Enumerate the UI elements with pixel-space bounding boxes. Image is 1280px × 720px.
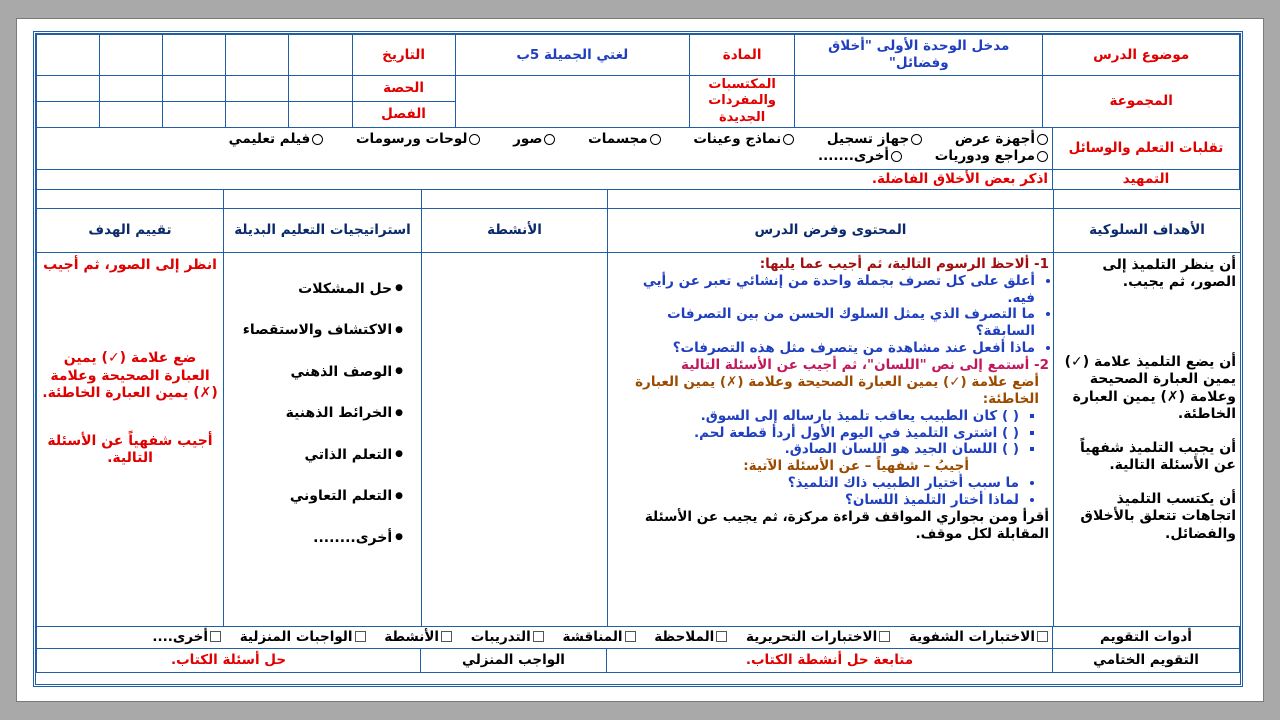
subject-value: لغتي الجميلة 5ب — [455, 35, 690, 76]
resource-option[interactable]: لوحات ورسومات — [356, 131, 481, 148]
class-cell-1 — [289, 101, 352, 127]
final-evaluation-text: متابعة حل أنشطة الكتاب. — [607, 648, 1053, 672]
checkbox-icon — [533, 631, 544, 642]
activities-cell — [422, 252, 608, 626]
assessment-option[interactable]: التدريبات — [471, 629, 544, 646]
question-2-list — [612, 408, 1049, 459]
strategy-item: ● الوصف الذهني — [228, 364, 403, 382]
resource-option[interactable]: مراجع ودوريات — [935, 148, 1048, 165]
resource-option[interactable]: أجهزة عرض — [955, 131, 1048, 148]
date-cell-3 — [163, 35, 226, 76]
strategy-item: ● حل المشكلات — [228, 281, 403, 299]
date-cell-5 — [37, 35, 100, 76]
date-cell-1 — [289, 35, 352, 76]
evaluation-item: أجيب شفهياً عن الأسئلة التالية. — [47, 432, 213, 467]
radio-circle-icon — [783, 134, 794, 145]
homework-label: الواجب المنزلي — [421, 648, 607, 672]
new-vocab-label: المكتسبات والمفردات الجديدة — [690, 76, 795, 128]
goal-item: أن ينظر التلميذ إلى الصور، ثم يجيب. — [1102, 256, 1236, 291]
assessment-option[interactable]: الملاحظة — [654, 629, 727, 646]
column-evaluation-header: تقييم الهدف — [37, 208, 224, 252]
page-frame — [16, 18, 1264, 702]
evaluation-item: انظر إلى الصور، ثم أجيب — [43, 256, 217, 273]
assessment-option[interactable]: الواجبات المنزلية — [240, 629, 366, 646]
resources-label: تقلبات التعلم والوسائل — [1053, 127, 1240, 169]
checkbox-icon — [355, 631, 366, 642]
assessment-option[interactable]: الاختبارات الشفوية — [909, 629, 1048, 646]
resource-option[interactable]: صور — [513, 131, 555, 148]
strategy-item: ● التعلم التعاوني — [228, 488, 403, 506]
resources-options — [37, 127, 1053, 169]
period-cell-2 — [226, 76, 289, 102]
assessment-option[interactable]: المناقشة — [562, 629, 635, 646]
resources-table — [36, 127, 1240, 190]
column-goals-header: الأهداف السلوكية — [1054, 208, 1241, 252]
lesson-topic-value: مدخل الوحدة الأولى "أخلاق وفضائل" — [795, 35, 1043, 76]
intro-text: اذكر بعض الأخلاق الفاضلة. — [37, 169, 1053, 189]
period-cell-3 — [163, 76, 226, 102]
final-evaluation-label: التقويم الختامي — [1053, 648, 1240, 672]
class-cell-3 — [163, 101, 226, 127]
evaluation-cell — [37, 252, 224, 626]
column-activities-header: الأنشطة — [422, 208, 608, 252]
spacer-cell — [1054, 189, 1241, 208]
radio-circle-icon — [1037, 134, 1048, 145]
group-label: المجموعة — [1043, 76, 1240, 128]
question-2: 2- أستمع إلى نص "اللسان"، ثم أجيب عن الأسئلة التالية — [681, 357, 1049, 373]
list-item: • ماذا أفعل عند مشاهدة من يتصرف مثل هذه التصرفات؟ — [612, 340, 1035, 357]
strategy-item: ● الخرائط الذهنية — [228, 405, 403, 423]
assessment-option[interactable]: أخرى.... — [152, 629, 221, 646]
radio-circle-icon — [650, 134, 661, 145]
question-3: أجيبُ – شفهياً – عن الأسئلة الآتية: — [743, 458, 969, 475]
column-strategies-header: استراتيجيات التعليم البديلة — [224, 208, 422, 252]
group-cells — [795, 76, 1043, 128]
lesson-plan-sheet — [33, 31, 1243, 687]
strategy-item: ● الاكتشاف والاستقصاء — [228, 322, 403, 340]
lesson-topic-label: موضوع الدرس — [1043, 35, 1240, 76]
assessment-tools-options — [37, 626, 1053, 648]
homework-text: حل أسئلة الكتاب. — [37, 648, 421, 672]
resource-option[interactable]: فيلم تعليمي — [229, 131, 324, 148]
list-item: ▪ ( ) كان الطبيب يعاقب تلميذ بارساله إلى السوق. — [612, 408, 1019, 425]
period-cell-5 — [37, 76, 100, 102]
question-1-list — [612, 273, 1049, 357]
period-cell-1 — [289, 76, 352, 102]
date-label: التاريخ — [352, 35, 455, 76]
question-3-list — [612, 475, 1049, 509]
radio-circle-icon — [469, 134, 480, 145]
question-1: 1- ألاحظ الرسوم التالية، ثم أجيب عما يليها: — [759, 255, 1049, 272]
class-cell-5 — [37, 101, 100, 127]
radio-circle-icon — [1037, 151, 1048, 162]
list-item: ▪ ( ) اللسان الجيد هو اللسان الصادق. — [612, 441, 1019, 458]
resource-option[interactable]: مجسمات — [588, 131, 661, 148]
checkbox-icon — [879, 631, 890, 642]
strategy-item: ● أخرى........ — [228, 530, 403, 548]
radio-circle-icon — [911, 134, 922, 145]
radio-circle-icon — [891, 151, 902, 162]
content-cell — [608, 252, 1054, 626]
spacer-cell — [422, 189, 608, 208]
checkbox-icon — [210, 631, 221, 642]
radio-circle-icon — [544, 134, 555, 145]
column-content-header: المحتوى وفرض الدرس — [608, 208, 1054, 252]
checkbox-icon — [716, 631, 727, 642]
resource-option[interactable]: نماذج وعينات — [693, 131, 794, 148]
closing-text: أقرأ ومن بجواري المواقف قراءة مركزة، ثم يجيب عن الأسئلة المقابلة لكل موقف. — [644, 508, 1049, 542]
class-cell-4 — [100, 101, 163, 127]
class-cell-2 — [226, 101, 289, 127]
goals-cell — [1054, 252, 1241, 626]
assessment-option[interactable]: الاختبارات التحريرية — [746, 629, 890, 646]
checkbox-icon — [625, 631, 636, 642]
spacer-cell — [37, 189, 224, 208]
resource-option[interactable]: جهاز تسجيل — [827, 131, 922, 148]
assessment-option[interactable]: الأنشطة — [384, 629, 452, 646]
checkbox-icon — [1037, 631, 1048, 642]
question-2-instruction: أضع علامة (✓) يمين العبارة الصحيحة وعلامة (✗) يمين العبارة الخاطئة: — [635, 373, 1039, 407]
date-cell-4 — [100, 35, 163, 76]
list-item: ▪ ( ) اشترى التلميذ في اليوم الأول أردأ قطعة لحم. — [612, 425, 1019, 442]
goal-item: أن يكتسب التلميذ اتجاهات تتعلق بالأخلاق والفضائل. — [1080, 490, 1236, 542]
goal-item: أن يجيب التلميذ شفهياً عن الأسئلة التالية. — [1080, 439, 1236, 474]
class-label: الفصل — [352, 101, 455, 127]
list-item: • ما التصرف الذي يمثل السلوك الحسن من بين التصرفات السابقة؟ — [612, 306, 1035, 340]
header-table — [36, 34, 1240, 128]
spacer-cell — [224, 189, 422, 208]
evaluation-item: ضع علامة (✓) يمين العبارة الصحيحة وعلامة (✗) يمين العبارة الخاطئة. — [42, 350, 218, 402]
new-vocab-value — [455, 76, 690, 128]
radio-circle-icon — [312, 134, 323, 145]
goal-item: أن يضع التلميذ علامة (✓) يمين العبارة الصحيحة وعلامة (✗) يمين العبارة الخاطئة. — [1064, 353, 1236, 423]
date-cell-2 — [226, 35, 289, 76]
list-item: • ما سبب أختيار الطبيب ذاك التلميذ؟ — [612, 475, 1019, 492]
period-label: الحصة — [352, 76, 455, 102]
resource-option[interactable]: أخرى....... — [818, 148, 902, 165]
assessment-tools-label: أدوات التقويم — [1053, 626, 1240, 648]
strategies-cell — [224, 252, 422, 626]
list-item: • لماذا أختار التلميذ اللسان؟ — [612, 492, 1019, 509]
footer-table — [36, 626, 1240, 673]
main-table — [36, 189, 1241, 627]
period-cell-4 — [100, 76, 163, 102]
checkbox-icon — [441, 631, 452, 642]
list-item: • أعلق على كل تصرف بجملة واحدة من إنشائي تعبر عن رأيي فيه. — [612, 273, 1035, 307]
strategy-item: ● التعلم الذاتي — [228, 447, 403, 465]
spacer-cell — [608, 189, 1054, 208]
intro-label: التمهيد — [1053, 169, 1240, 189]
subject-label: المادة — [690, 35, 795, 76]
